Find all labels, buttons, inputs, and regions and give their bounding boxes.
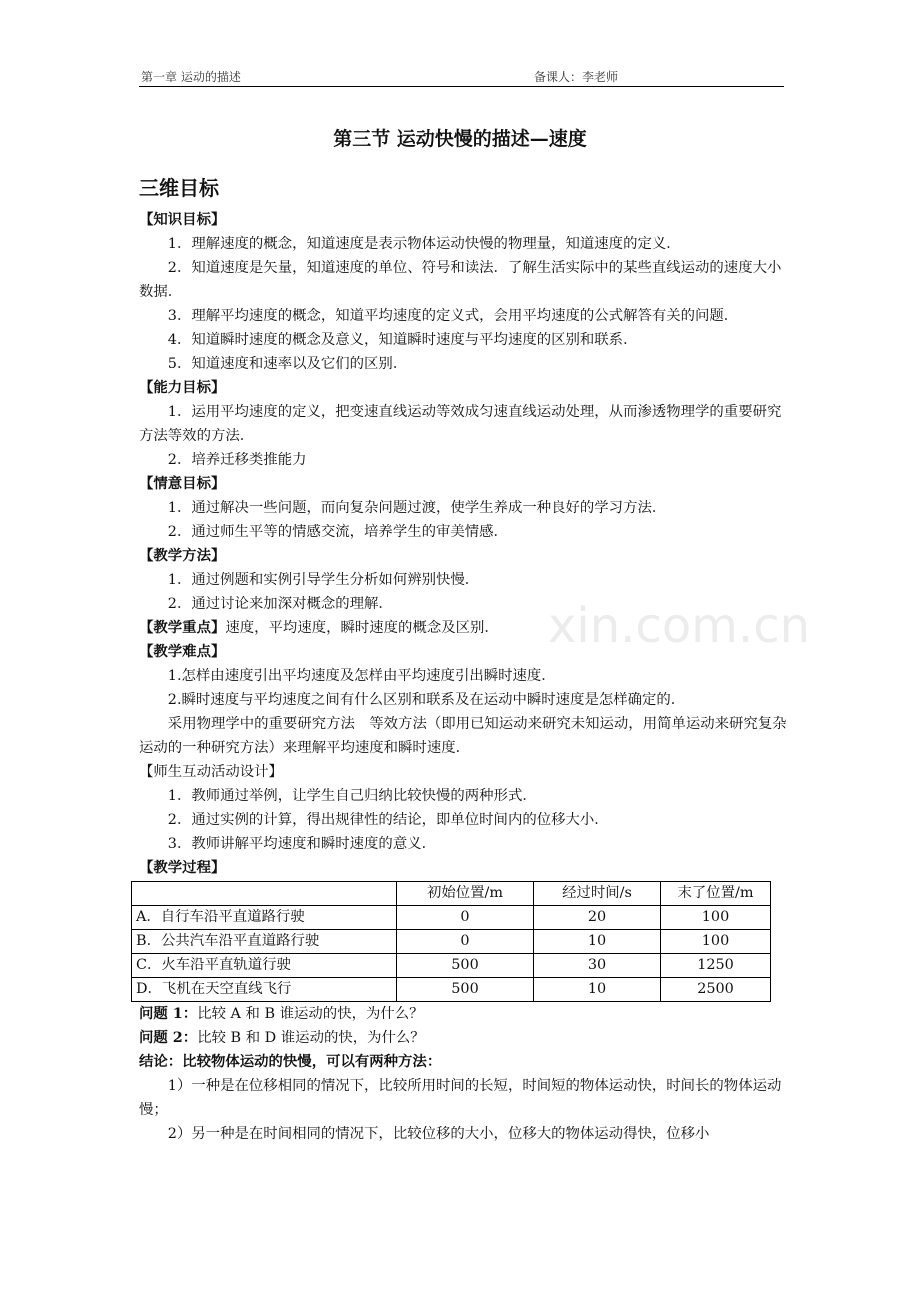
question-1-label: 问题 1：: [139, 1005, 198, 1022]
chapter-label: 第一章 运动的描述: [141, 70, 241, 84]
table-cell: 0: [397, 930, 534, 954]
knowledge-item: 5．知道速度和速率以及它们的区别．: [167, 356, 408, 372]
conclusion-method: 1）一种是在位移相同的情况下，比较所用时间的长短，时间短的物体运动快，时间长的物体运动慢；: [139, 1078, 782, 1118]
knowledge-item: 3．理解平均速度的概念，知道平均速度的定义式，会用平均速度的公式解答有关的问题．: [167, 308, 739, 324]
knowledge-item: 1．理解速度的概念，知道速度是表示物体运动快慢的物理量，知道速度的定义．: [167, 236, 681, 252]
document-body: [136, 208, 787, 1146]
page-title: 第三节 运动快慢的描述—速度: [333, 128, 587, 150]
table-cell: D．飞机在天空直线飞行: [132, 978, 397, 1002]
interaction-item: 3．教师讲解平均速度和瞬时速度的意义．: [167, 836, 436, 852]
table-cell: 500: [397, 978, 534, 1002]
process-heading: 【教学过程】: [139, 859, 226, 876]
question-2-label: 问题 2：: [139, 1029, 198, 1046]
ability-item: 1．运用平均速度的定义，把变速直线运动等效成匀速直线运动处理，从而渗透物理学的重要研究方法等效的方法．: [139, 404, 782, 444]
ability-heading: 【能力目标】: [139, 379, 226, 396]
table-header-cell: [132, 882, 397, 906]
table-row: [132, 978, 771, 1002]
table-cell: 0: [397, 906, 534, 930]
table-row: [132, 930, 771, 954]
table-cell: 100: [661, 906, 771, 930]
page-header: [139, 66, 784, 87]
author-label: 备课人：李老师: [534, 70, 619, 84]
table-row: [132, 954, 771, 978]
watermark: xin.com.cn: [548, 598, 811, 654]
knowledge-heading: 【知识目标】: [139, 211, 226, 228]
knowledge-item: 2．知道速度是矢量，知道速度的单位、符号和读法．了解生活实际中的某些直线运动的速度大小数据．: [139, 260, 782, 300]
table-cell: 30: [534, 954, 661, 978]
table-cell: 500: [397, 954, 534, 978]
method-item: 1．通过例题和实例引导学生分析如何辨别快慢．: [167, 572, 480, 588]
emotion-item: 1．通过解决一些问题，而向复杂问题过渡，使学生养成一种良好的学习方法．: [167, 500, 667, 516]
interaction-item: 2．通过实例的计算，得出规律性的结论，即单位时间内的位移大小．: [167, 812, 609, 828]
ability-item: 2．培养迁移类推能力: [167, 452, 307, 468]
key-point-heading: 【教学重点】: [139, 619, 226, 636]
table-cell: 100: [661, 930, 771, 954]
knowledge-item: 4．知道瞬时速度的概念及意义，知道瞬时速度与平均速度的区别和联系．: [167, 332, 638, 348]
table-cell: 10: [534, 978, 661, 1002]
question-1-text: 比较 A 和 B 谁运动的快，为什么？: [197, 1006, 424, 1022]
table-cell: C．火车沿平直轨道行驶: [132, 954, 397, 978]
table-header-cell: 经过时间/s: [534, 882, 661, 906]
section-title: 三维目标: [139, 176, 219, 200]
method-heading: 【教学方法】: [139, 547, 226, 564]
motion-table: [131, 881, 771, 1002]
table-header-cell: 初始位置/m: [397, 882, 534, 906]
table-header-row: [132, 882, 771, 906]
question-2: [139, 1026, 787, 1050]
question-2-text: 比较 B 和 D 谁运动的快，为什么？: [197, 1030, 425, 1046]
difficulty-item: 采用物理学中的重要研究方法 等效方法（即用已知运动来研究未知运动，用简单运动来研究复杂运动的一种研究方法）来理解平均速度和瞬时速度．: [139, 716, 787, 756]
method-item: 2．通过讨论来加深对概念的理解．: [167, 596, 393, 612]
table-cell: 2500: [661, 978, 771, 1002]
table-cell: 20: [534, 906, 661, 930]
interaction-heading: 【师生互动活动设计】: [139, 764, 283, 780]
table-cell: 1250: [661, 954, 771, 978]
table-cell: B．公共汽车沿平直道路行驶: [132, 930, 397, 954]
question-1: [139, 1002, 787, 1026]
emotion-item: 2．通过师生平等的情感交流，培养学生的审美情感．: [167, 524, 508, 540]
conclusion-method: 2）另一种是在时间相同的情况下，比较位移的大小，位移大的物体运动得快，位移小: [167, 1126, 710, 1142]
difficulty-item: 2.瞬时速度与平均速度之间有什么区别和联系及在运动中瞬时速度是怎样确定的．: [167, 692, 686, 708]
conclusion: 结论：比较物体运动的快慢，可以有两种方法：: [139, 1053, 442, 1070]
difficulty-heading: 【教学难点】: [139, 643, 226, 660]
table-header-cell: 末了位置/m: [661, 882, 771, 906]
difficulty-item: 1.怎样由速度引出平均速度及怎样由平均速度引出瞬时速度．: [167, 668, 556, 684]
interaction-item: 1．教师通过举例，让学生自己归纳比较快慢的两种形式．: [167, 788, 537, 804]
table-cell: A．自行车沿平直道路行驶: [132, 906, 397, 930]
table-row: [132, 906, 771, 930]
emotion-heading: 【情意目标】: [139, 475, 226, 492]
key-point-text: 速度，平均速度，瞬时速度的概念及区别．: [225, 620, 499, 636]
table-cell: 10: [534, 930, 661, 954]
